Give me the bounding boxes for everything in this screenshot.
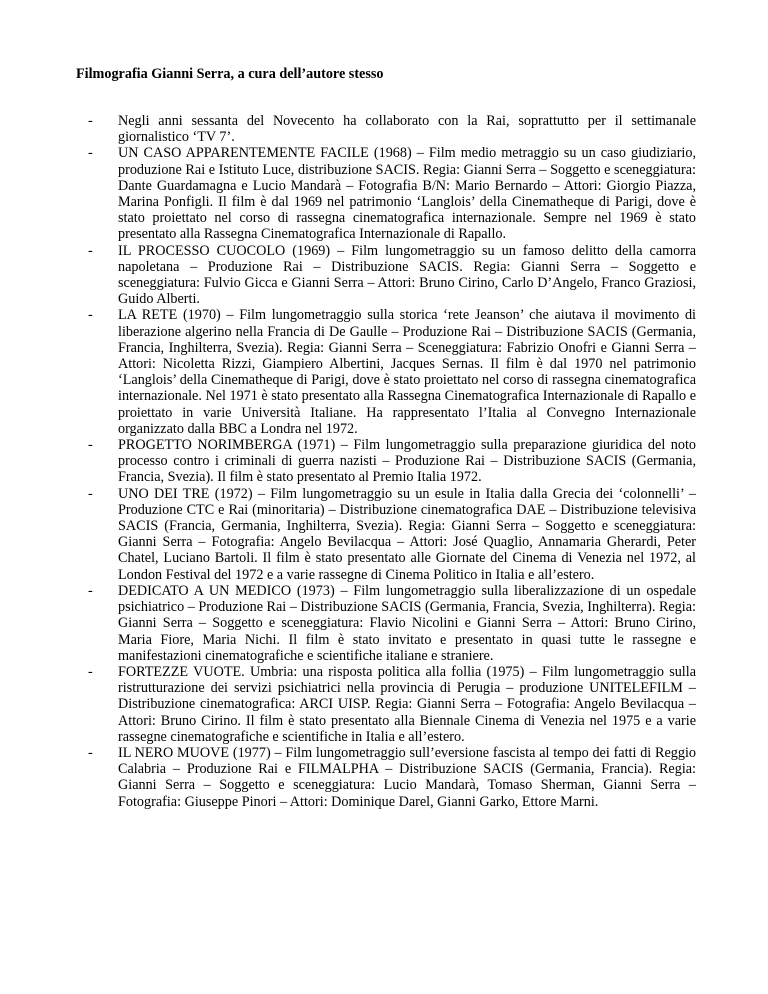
filmography-entry-un-caso-apparentemente-facile [76, 145, 696, 242]
filmography-entry-il-nero-muove [76, 745, 696, 810]
entry-text: UNO DEI TRE (1972) – Film lungometraggio su un esule in Italia dalla Grecia dei ‘colonnelli’ – Produzione CTC e Rai (minoritaria) – Distribuzione cinematografica DAE – Distribuzione televisiva SACIS (Francia, Germania, Inghilterra, Svezia). Regia: Gianni Serra – Soggetto e sceneggiatura: Gianni Serra – Fotografia: Angelo Bevilacqua – Attori: José Quaglio, Annamaria Gherardi, Peter Chatel, Luciano Bartoli. Il film è stato presentato alle Giornate del Cinema di Venezia nel 1972, al London Festival del 1972 e a varie rassegne di Cinema Politico in Italia e all’estero. [118, 485, 696, 583]
list-bullet: - [88, 582, 93, 599]
filmography-entry-tv7 [76, 113, 696, 145]
filmography-entry-dedicato-a-un-medico [76, 583, 696, 664]
entry-text: PROGETTO NORIMBERGA (1971) – Film lungometraggio sulla preparazione giuridica del noto processo contro i criminali di guerra nazisti – Produzione Rai – Distribuzione SACIS (Germania, Francia, Svezia). Il film è stato presentato al Premio Italia 1972. [118, 437, 696, 486]
filmography-entry-la-rete [76, 307, 696, 437]
list-bullet: - [88, 663, 93, 680]
entry-text: FORTEZZE VUOTE. Umbria: una risposta politica alla follia (1975) – Film lungometraggio sulla ristrutturazione dei servizi psichiatrici nella provincia di Perugia – produzione UNITELEFILM – Distribuzione cinematografica: ARCI UISP. Regia: Gianni Serra – Fotografia: Angelo Bevilacqua – Attori: Bruno Cirino. Il film è stato presentato alla Biennale Cinema di Venezia nel 1975 e a varie rassegne cinematografiche e scientifiche in Italia e all’estero. [118, 663, 696, 745]
filmography-entry-fortezze-vuote [76, 664, 696, 745]
filmography-entry-il-processo-cuocolo [76, 243, 696, 308]
list-bullet: - [88, 113, 93, 129]
filmography-list [76, 113, 696, 810]
list-bullet: - [88, 307, 93, 324]
entry-text: LA RETE (1970) – Film lungometraggio sulla storica ‘rete Jeanson’ che aiutava il movimento di liberazione algerino nella Francia di De Gaulle – Produzione Rai – Distribuzione SACIS (Germania, Francia, Inghilterra, Svezia). Regia: Gianni Serra – Sceneggiatura: Fabrizio Onofri e Gianni Serra – Attori: Nicoletta Rizzi, Giampiero Albertini, Jacques Sernas. Il film è dal 1970 nel patrimonio ‘Langlois’ della Cinematheque di Parigi, dove è stato proiettato nel corso di rassegna cinematografica internazionale. Nel 1971 è stato presentato alla Rassegna Cinematografica Internazionale di Rapallo e proiettato in varie Università Italiane. Ha rappresentato l’Italia al Convegno Internazionale organizzato dalla BBC a Londra nel 1972. [118, 307, 696, 437]
entry-text: IL NERO MUOVE (1977) – Film lungometraggio sull’eversione fascista al tempo dei fatti di Reggio Calabria – Produzione Rai e FILMALPHA – Distribuzione SACIS (Germania, Francia). Regia: Gianni Serra – Soggetto e sceneggiatura: Lucio Mandarà, Tomaso Sherman, Gianni Serra – Fotografia: Giuseppe Pinori – Attori: Dominique Darel, Gianni Garko, Ettore Marni. [118, 744, 696, 810]
list-bullet: - [88, 145, 93, 162]
entry-text: Negli anni sessanta del Novecento ha collaborato con la Rai, soprattutto per il settimanale giornalistico ‘TV 7’. [118, 113, 696, 146]
list-bullet: - [88, 485, 93, 502]
list-bullet: - [88, 744, 93, 761]
list-bullet: - [88, 242, 93, 259]
entry-text: IL PROCESSO CUOCOLO (1969) – Film lungometraggio su un famoso delitto della camorra napoletana – Produzione Rai – Distribuzione SACIS. Regia: Gianni Serra – Soggetto e sceneggiatura: Fulvio Gicca e Gianni Serra – Attori: Bruno Cirino, Carlo D’Angelo, Franco Graziosi, Guido Alberti. [118, 242, 696, 308]
filmography-entry-uno-dei-tre [76, 486, 696, 583]
document-title: Filmografia Gianni Serra, a cura dell’autore stesso [76, 66, 384, 82]
list-bullet: - [88, 437, 93, 454]
entry-text: DEDICATO A UN MEDICO (1973) – Film lungometraggio sulla liberalizzazione di un ospedale psichiatrico – Produzione Rai – Distribuzione SACIS (Germania, Francia, Svezia, Inghilterra). Regia: Gianni Serra – Soggetto e sceneggiatura: Flavio Nicolini e Gianni Serra – Attori: Bruno Cirino, Maria Fiore, Maria Nichi. Il film è stato invitato e presentato in quasi tutte le rassegne e manifestazioni cinematografiche e scientifiche italiane e straniere. [118, 582, 696, 664]
entry-text: UN CASO APPARENTEMENTE FACILE (1968) – Film medio metraggio su un caso giudiziario, produzione Rai e Istituto Luce, distribuzione SACIS. Regia: Gianni Serra – Soggetto e sceneggiatura: Dante Guardamagna e Lucio Mandarà – Fotografia B/N: Mario Bernardo – Attori: Giorgio Piazza, Marina Ponfigli. Il film è dal 1969 nel patrimonio ‘Langlois’ della Cinematheque di Parigi, dove è stato proiettato nel corso di rassegna cinematografica internazionale. Sempre nel 1969 è stato presentato alla Rassegna Cinematografica Internazionale di Rapallo. [118, 145, 696, 243]
filmography-entry-progetto-norimberga [76, 437, 696, 486]
